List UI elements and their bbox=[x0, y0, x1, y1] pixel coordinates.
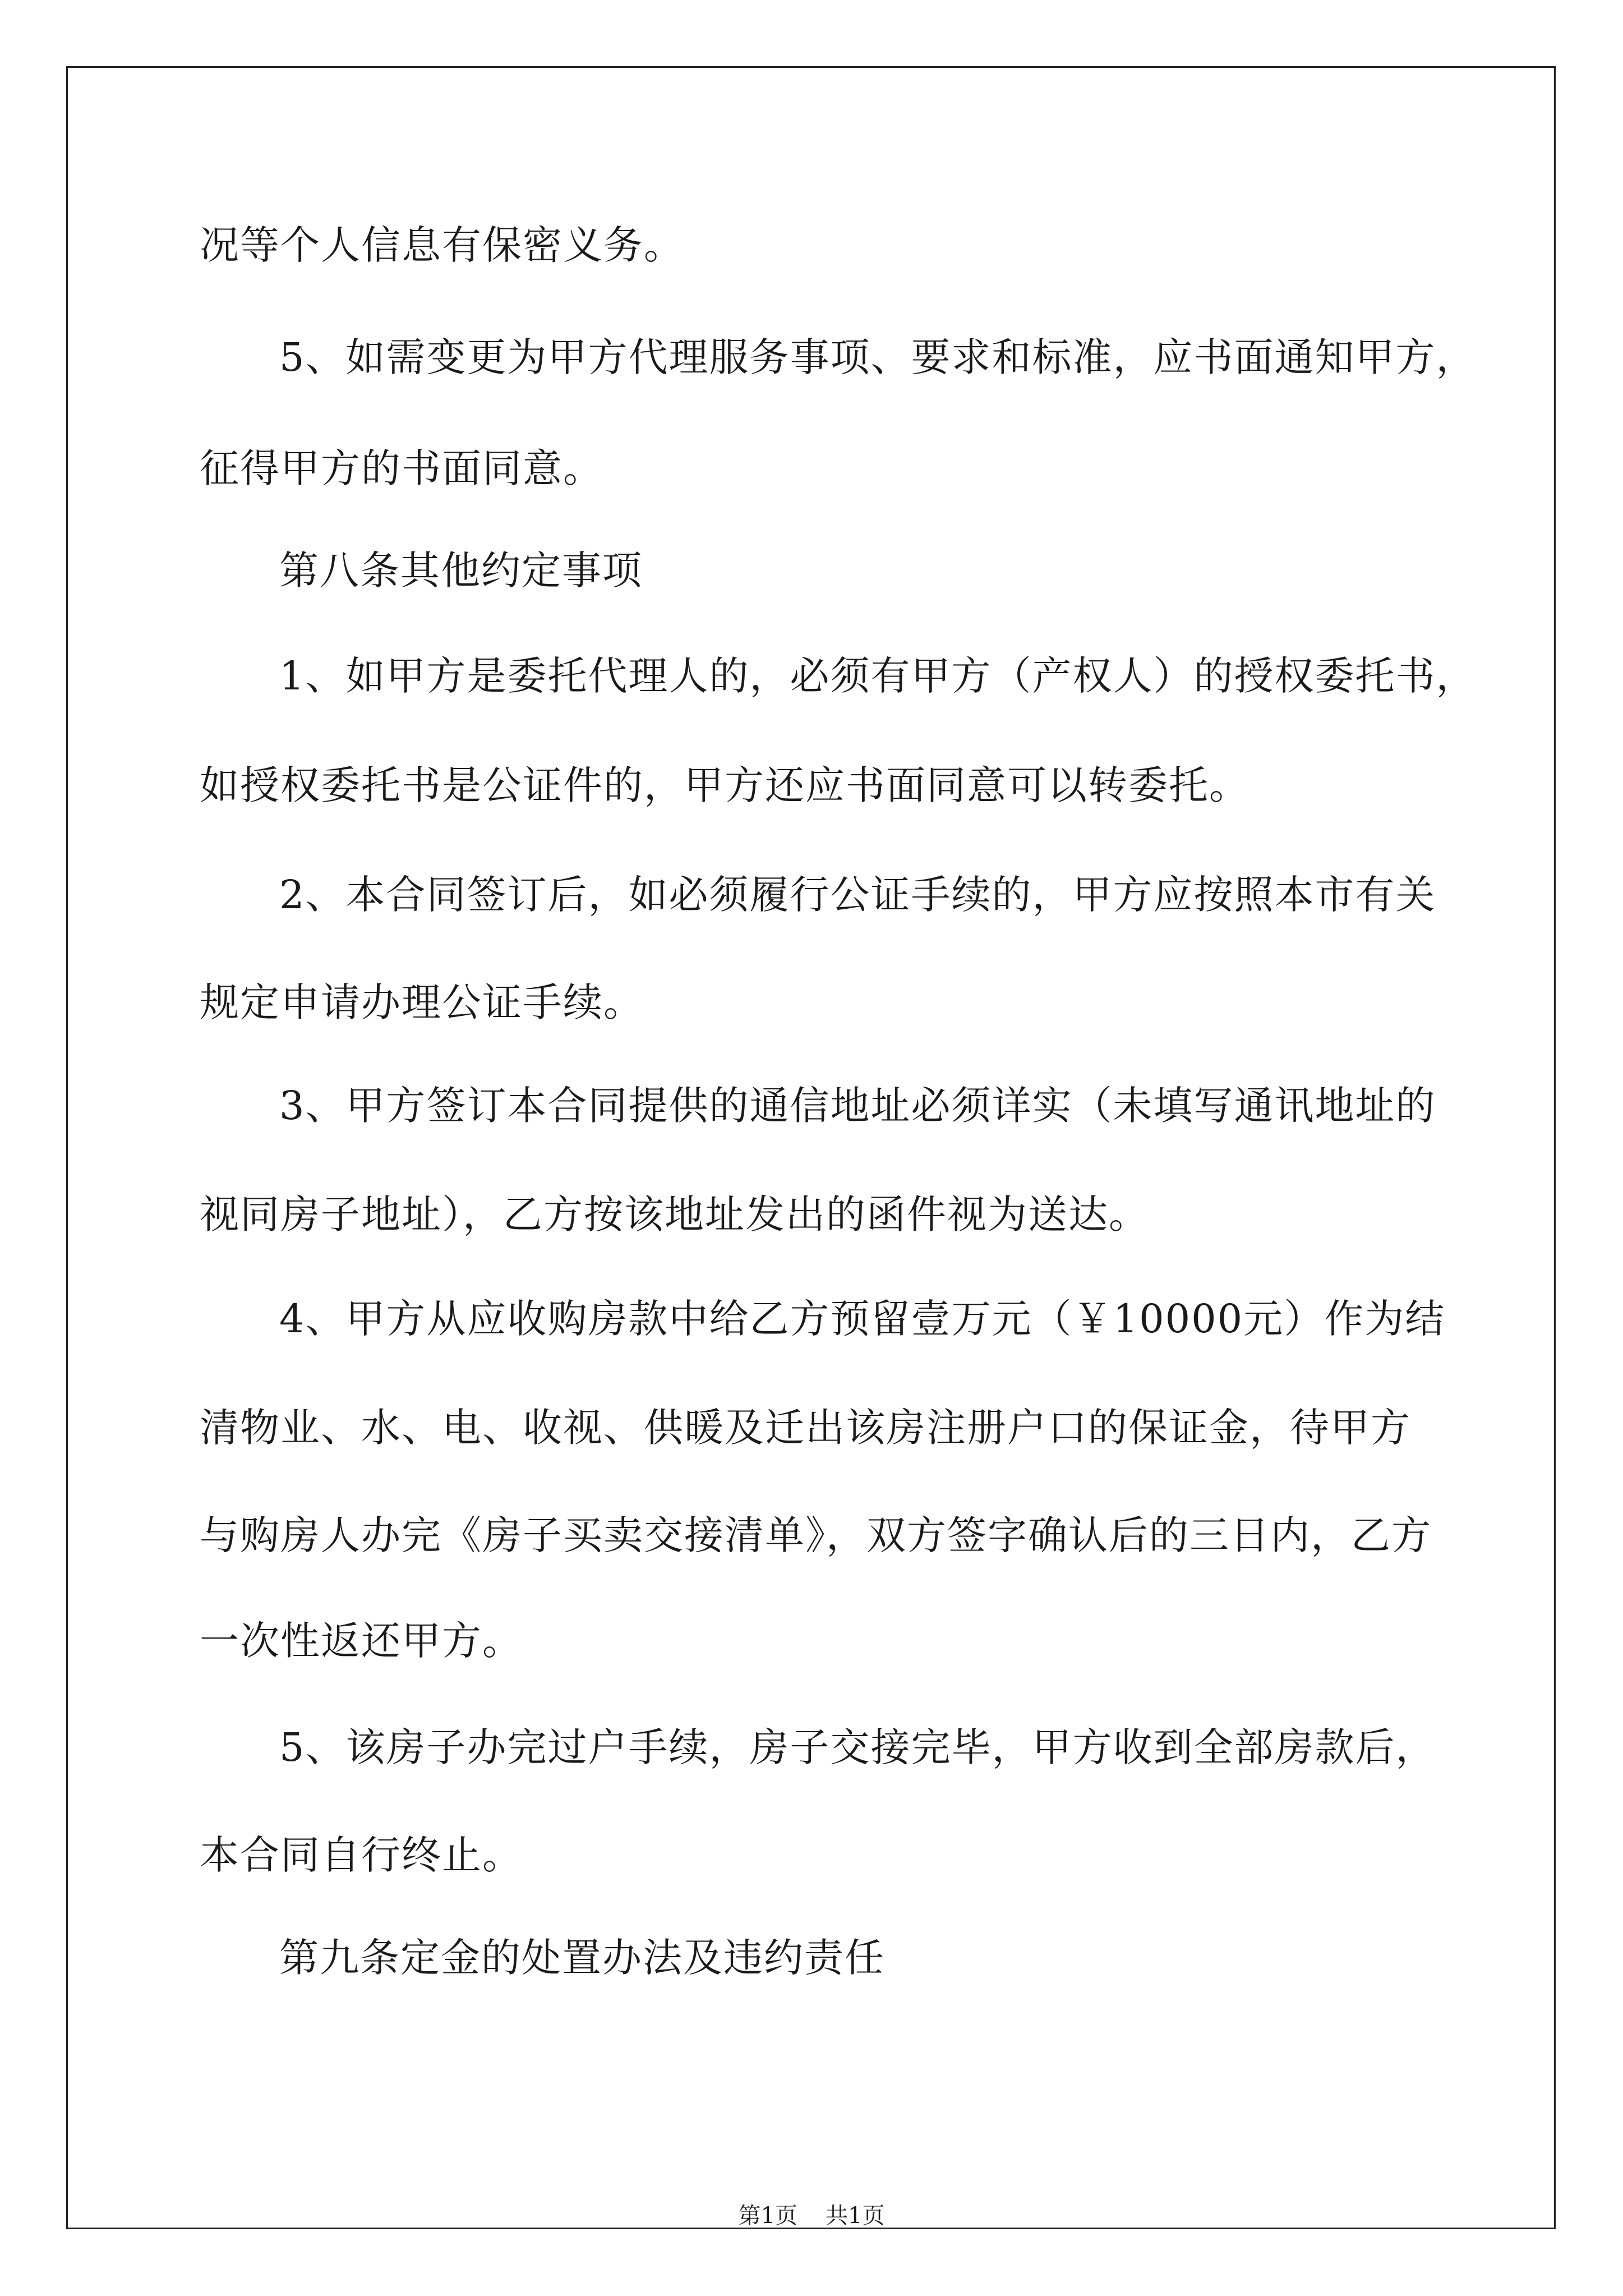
paragraph-line: 一次性返还甲方。 bbox=[200, 1618, 523, 1664]
paragraph-line: 与购房人办完《房子买卖交接清单》，双方签字确认后的三日内，乙方 bbox=[200, 1512, 1432, 1558]
paragraph-line: 规定申请办理公证手续。 bbox=[200, 979, 644, 1025]
paragraph-line: 况等个人信息有保密义务。 bbox=[200, 222, 684, 268]
page-number: 第1页 bbox=[738, 2203, 797, 2229]
paragraph-line: 如授权委托书是公证件的，甲方还应书面同意可以转委托。 bbox=[200, 762, 1249, 808]
paragraph-line: 征得甲方的书面同意。 bbox=[200, 445, 603, 491]
paragraph-line: 4、甲方从应收购房款中给乙方预留壹万元（￥10000元）作为结 bbox=[279, 1296, 1446, 1342]
page-footer bbox=[0, 2199, 1623, 2233]
paragraph-line: 5、该房子办完过户手续，房子交接完毕，甲方收到全部房款后， bbox=[279, 1724, 1436, 1770]
paragraph-line: 本合同自行终止。 bbox=[200, 1832, 523, 1878]
section-heading: 第八条其他约定事项 bbox=[279, 547, 643, 593]
paragraph-line: 2、本合同签订后，如必须履行公证手续的，甲方应按照本市有关 bbox=[279, 872, 1436, 918]
paragraph-line: 1、如甲方是委托代理人的，必须有甲方（产权人）的授权委托书， bbox=[279, 653, 1477, 699]
page-total: 共1页 bbox=[826, 2203, 885, 2229]
paragraph-line: 清物业、水、电、收视、供暖及迁出该房注册户口的保证金，待甲方 bbox=[200, 1405, 1411, 1451]
paragraph-line: 3、甲方签订本合同提供的通信地址必须详实（未填写通讯地址的 bbox=[279, 1083, 1436, 1129]
paragraph-line: 视同房子地址），乙方按该地址发出的函件视为送达。 bbox=[200, 1191, 1149, 1237]
page-border bbox=[66, 66, 1556, 2229]
paragraph-line: 5、如需变更为甲方代理服务事项、要求和标准，应书面通知甲方， bbox=[279, 334, 1477, 380]
section-heading: 第九条定金的处置办法及违约责任 bbox=[279, 1935, 885, 1981]
